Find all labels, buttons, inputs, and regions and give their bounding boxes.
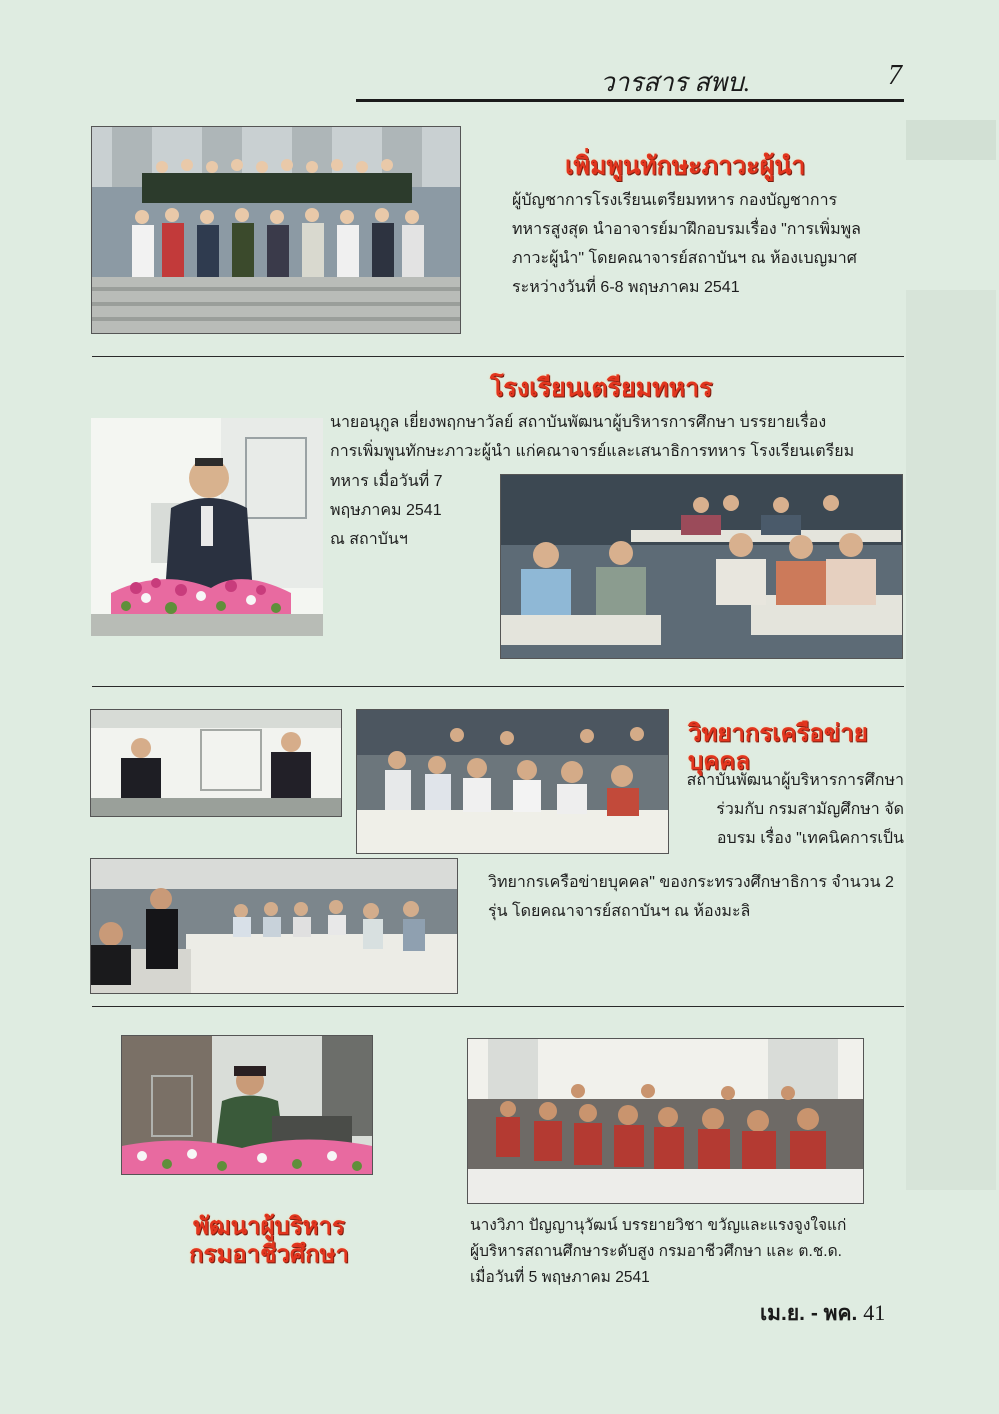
print-through-mark xyxy=(906,120,996,160)
workshop-photo xyxy=(90,858,458,994)
section-title-leadership: เพิ่มพูนทักษะภาวะผู้นำ xyxy=(565,152,806,180)
issue-year: 41 xyxy=(863,1300,886,1325)
section-body-trainer-network-right xyxy=(672,766,904,853)
issue-months: เม.ย. - พค. xyxy=(760,1302,858,1325)
body-line: อบรม เรื่อง "เทคนิคการเป็น xyxy=(716,830,904,847)
page-number: 7 xyxy=(888,60,902,91)
title-line: พัฒนาผู้บริหาร xyxy=(193,1213,345,1240)
group-photo xyxy=(91,126,461,334)
section-body-leadership xyxy=(512,186,902,302)
body-line: สถาบันพัฒนาผู้บริหารการศึกษา xyxy=(686,772,904,789)
body-line: นายอนุกูล เยี่ยงพฤกษาวัลย์ สถาบันพัฒนาผู้บริหารการศึกษา บรรยายเรื่อง xyxy=(330,414,827,431)
title-line: กรมอาชีวศึกษา xyxy=(189,1240,349,1268)
speaker-photo xyxy=(91,418,323,636)
body-line: ผู้บริหารสถานศึกษาระดับสูง กรมอาชีวศึกษา และ ต.ช.ด. xyxy=(470,1243,842,1260)
section-body-prep-school xyxy=(330,408,902,466)
body-line: ทหารสูงสุด นำอาจารย์มาฝึกอบรมเรื่อง "การเพิ่มพูล xyxy=(512,221,861,238)
audience-photo xyxy=(500,474,903,659)
header-rule xyxy=(356,99,904,102)
body-line: ร่วมกับ กรมสามัญศึกษา จัด xyxy=(716,801,904,818)
section-body-trainer-network-wide xyxy=(488,868,904,926)
section-title-vocational xyxy=(165,1213,373,1268)
title-line: วิทยากรเครือข่าย xyxy=(688,720,868,747)
body-line: เมื่อวันที่ 5 พฤษภาคม 2541 xyxy=(470,1269,650,1286)
section-title-prep-school: โรงเรียนเตรียมทหาร xyxy=(490,374,713,402)
body-line: ภาวะผู้นำ" โดยคณาจารย์สถาบันฯ ณ ห้องเบญมาศ xyxy=(512,250,857,267)
section-divider xyxy=(92,1006,904,1007)
print-through-mark xyxy=(906,290,996,1190)
body-line: ระหว่างวันที่ 6-8 พฤษภาคม 2541 xyxy=(512,279,740,296)
body-line: ผู้บัญชาการโรงเรียนเตรียมทหาร กองบัญชาการ xyxy=(512,192,838,209)
body-line: ทหาร เมื่อวันที่ 7 xyxy=(330,473,443,490)
section-divider xyxy=(92,686,904,687)
participants-photo xyxy=(356,709,669,854)
issue-date xyxy=(760,1297,885,1330)
body-line: การเพิ่มพูนทักษะภาวะผู้นำ แก่คณาจารย์และเสนาธิการทหาร โรงเรียนเตรียม xyxy=(330,443,855,460)
section-body-prep-school-narrow xyxy=(330,467,495,554)
body-line: ณ สถาบันฯ xyxy=(330,531,408,548)
title-line: บุคคล xyxy=(688,747,751,775)
trainees-photo xyxy=(467,1038,864,1204)
journal-title: วารสาร สพบ. xyxy=(600,68,751,97)
body-line: นางวิภา ปัญญานุวัฒน์ บรรยายวิชา ขวัญและแรงจูงใจแก่ xyxy=(470,1217,847,1234)
section-divider xyxy=(92,356,904,357)
body-line: รุ่น โดยคณาจารย์สถาบันฯ ณ ห้องมะลิ xyxy=(488,903,751,920)
section-body-vocational xyxy=(470,1213,902,1291)
body-line: วิทยากรเครือข่ายบุคคล" ของกระทรวงศึกษาธิการ จำนวน 2 xyxy=(488,874,894,891)
panel-photo xyxy=(90,709,342,817)
lecturer-photo xyxy=(121,1035,373,1175)
body-line: พฤษภาคม 2541 xyxy=(330,502,442,519)
